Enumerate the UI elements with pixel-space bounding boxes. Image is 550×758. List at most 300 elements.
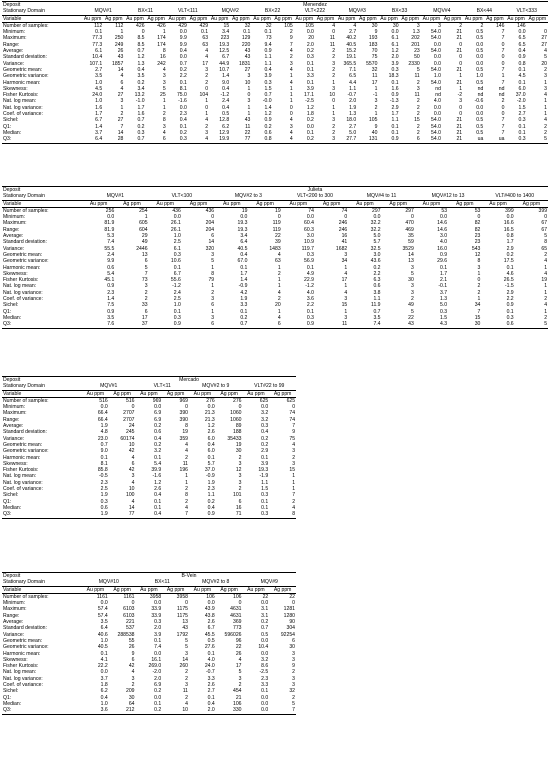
table-cell: 6 — [238, 498, 242, 505]
table-cell: 3 — [344, 296, 348, 303]
row-label: Range: — [3, 41, 20, 48]
table-cell: 75 — [371, 54, 378, 61]
table-cell: 35 — [408, 233, 414, 240]
table-cell: 0.0 — [433, 104, 441, 111]
table-block-julieta — [2, 186, 548, 329]
domain-header: MQV#3 — [336, 8, 378, 15]
table-cell: 19.3 — [219, 41, 230, 48]
table-cell: 2.0 — [349, 98, 357, 105]
table-cell: 0.3 — [261, 492, 269, 499]
table-cell: 24 — [128, 423, 135, 430]
table-cell: 4.8 — [100, 429, 108, 436]
table-cell: 63 — [202, 35, 209, 42]
row-label: Coef. of variance: — [3, 111, 43, 118]
table-cell: 20 — [541, 60, 547, 67]
table-cell: 3.9 — [261, 460, 269, 467]
table-cell: 4.5 — [95, 85, 103, 92]
unit-header: Ag ppm — [315, 200, 348, 207]
table-cell: 59 — [408, 239, 414, 246]
table-cell: 2.7 — [207, 688, 215, 695]
variable-row — [2, 390, 296, 397]
table-cell: 9.9 — [179, 35, 187, 42]
table-cell: 23.0 — [97, 435, 108, 442]
table-cell: 6.1 — [391, 41, 399, 48]
table-cell: 16 — [160, 54, 166, 61]
table-cell: 3 — [120, 98, 124, 105]
table-cell: 0.9 — [440, 251, 448, 258]
table-cell: 0.1 — [173, 264, 181, 271]
table-cell: 0.3 — [137, 129, 145, 136]
table-cell: 32 — [371, 66, 378, 73]
table-cell: 30 — [128, 694, 135, 701]
table-cell: 9.0 — [222, 79, 230, 86]
table-cell: 67 — [541, 220, 548, 227]
table-cell: 146 — [495, 22, 505, 29]
table-cell: 2.5 — [100, 486, 108, 493]
table-cell: 3 — [238, 479, 242, 486]
table-cell: 0 — [477, 277, 481, 284]
table-cell: 4 — [289, 48, 293, 55]
table-cell: 1.1 — [264, 54, 272, 61]
table-cell: 129 — [241, 35, 251, 42]
domain-header: MQV#9 — [243, 579, 297, 586]
table-cell: 3.5 — [95, 73, 103, 80]
table-row — [2, 321, 548, 328]
domain-header: BX<22 — [251, 8, 293, 15]
table-cell: 2.7 — [349, 123, 357, 130]
table-cell: 0.1 — [261, 454, 269, 461]
domain-header: BX<11 — [124, 8, 166, 15]
table-cell: 67 — [541, 226, 548, 233]
table-cell: 1.0 — [433, 73, 441, 80]
row-label: Sichel: — [3, 117, 19, 124]
table-cell: 0.0 — [433, 41, 441, 48]
deposit-title: Menendez — [82, 2, 548, 9]
row-label: Standard deviation: — [3, 625, 47, 632]
table-cell: 330 — [216, 707, 243, 714]
table-cell: 0.1 — [306, 264, 314, 271]
table-cell: 7 — [144, 270, 148, 277]
table-cell: 77 — [109, 511, 136, 518]
table-cell: 1.2 — [154, 479, 162, 486]
table-cell: -2.0 — [152, 669, 162, 676]
table-cell: 7 — [289, 41, 293, 48]
table-cell: 43 — [244, 117, 251, 124]
variable-row — [2, 200, 548, 207]
table-cell: 3.4 — [137, 85, 145, 92]
table-cell: 43 — [382, 321, 415, 328]
table-cell: 0.0 — [154, 600, 162, 607]
table-cell: 5 — [544, 54, 547, 61]
unit-header: Au ppm — [295, 15, 314, 22]
table-cell: 3.9 — [306, 85, 314, 92]
table-cell: 0.1 — [173, 308, 181, 315]
table-cell: 11 — [182, 460, 188, 467]
table-cell: 0.3 — [264, 79, 272, 86]
table-cell: 201 — [411, 41, 420, 48]
table-cell: 3.4 — [240, 233, 248, 240]
table-cell: 0.0 — [433, 54, 441, 61]
table-cell: 21.3 — [204, 416, 215, 423]
table-cell: 0.2 — [261, 619, 269, 626]
unit-header: Au ppm — [210, 15, 229, 22]
table-cell — [527, 22, 548, 29]
table-cell: 6 — [400, 136, 421, 143]
table-cell: 1.0 — [476, 73, 484, 80]
table-cell: 221 — [126, 619, 135, 626]
table-cell: 3.7 — [100, 675, 108, 682]
table-cell: 8.1 — [179, 85, 187, 92]
table-cell: 2 — [544, 314, 548, 321]
table-cell: 54.0 — [431, 66, 441, 73]
table-cell: 0 — [544, 29, 547, 36]
table-cell: 0 — [277, 214, 281, 221]
table-cell: 4 — [277, 251, 281, 258]
table-cell: 3 — [332, 117, 336, 124]
table-cell: 2707 — [123, 410, 135, 417]
row-label: Geometric variance: — [3, 644, 49, 651]
table-cell: 16.0 — [437, 245, 448, 252]
table-cell: 297 — [405, 207, 414, 214]
table-cell: 27 — [244, 66, 251, 73]
table-cell: 77.3 — [92, 41, 103, 48]
table-cell: 6.1 — [95, 48, 103, 55]
table-cell: 60.4 — [304, 220, 314, 227]
table-cell: 34 — [341, 258, 348, 265]
table-cell: 6.7 — [207, 625, 215, 632]
table-cell: 1.9 — [349, 104, 357, 111]
table-cell: 11 — [329, 41, 336, 48]
table-cell: 7 — [501, 117, 505, 124]
table-cell: 71 — [216, 511, 243, 518]
table-cell: 0 — [185, 600, 188, 607]
table-cell: 0 — [131, 600, 135, 607]
table-cell: 49 — [408, 302, 414, 309]
domain-header: MQV#4 to 11 — [348, 193, 415, 200]
table-cell: 1.6 — [391, 85, 399, 92]
table-cell: 2 — [410, 296, 414, 303]
row-label: Coef. of variance: — [3, 682, 43, 689]
table-cell: 3 — [185, 682, 188, 689]
table-cell: 81.9 — [104, 220, 115, 227]
table-cell: 1 — [332, 79, 336, 86]
row-label: Average: — [3, 48, 24, 55]
table-cell: 8 — [269, 511, 296, 518]
table-cell: 74 — [341, 207, 348, 214]
table-cell: 1 — [459, 73, 463, 80]
table-cell: 7.1 — [349, 66, 357, 73]
table-cell: 2.2 — [306, 302, 314, 309]
table-cell: 1.1 — [261, 479, 269, 486]
deposit-row — [2, 573, 296, 580]
table-cell: 21 — [456, 79, 463, 86]
table-cell: 1 — [344, 283, 348, 290]
table-cell: 104 — [199, 92, 209, 99]
variable-label: Variable — [2, 15, 82, 22]
table-cell: 9.9 — [107, 258, 115, 265]
table-cell: 14 — [128, 504, 135, 511]
row-label: Harmonic mean: — [3, 79, 41, 86]
table-cell: 469 — [405, 226, 414, 233]
table-cell: 17 — [235, 663, 242, 670]
row-label: Maximum: — [3, 606, 27, 613]
row-label: Q1: — [3, 123, 12, 130]
table-cell: 436 — [172, 207, 181, 214]
variable-label: Variable — [2, 586, 82, 593]
table-cell: 57.4 — [97, 606, 108, 613]
stats-table-mercedo — [2, 376, 296, 519]
unit-header: Ag ppm — [486, 15, 504, 22]
table-cell: 537 — [126, 625, 135, 632]
table-cell: 276 — [233, 397, 242, 404]
table-cell: 26.1 — [170, 220, 181, 227]
table-cell: 1.8 — [100, 682, 108, 689]
table-cell: 0.1 — [179, 79, 187, 86]
table-cell: 5 — [162, 85, 166, 92]
row-label: Minimum: — [3, 600, 26, 607]
table-cell: 7.4 — [348, 321, 381, 328]
unit-header: Ag ppm — [269, 390, 296, 397]
table-cell: 0.5 — [476, 129, 484, 136]
unit-header: Au ppm — [168, 15, 187, 22]
table-block-menendez — [2, 1, 548, 144]
table-cell: 1 — [162, 98, 166, 105]
table-cell: 2 — [185, 498, 188, 505]
table-cell: 4 — [185, 504, 188, 511]
domain-header: VLT<111 — [167, 8, 209, 15]
table-cell: 5 — [544, 233, 548, 240]
table-cell: 0.9 — [282, 321, 315, 328]
table-cell: 1175 — [177, 606, 188, 613]
table-cell: 73 — [265, 35, 272, 42]
table-cell: 3 — [410, 264, 414, 271]
table-cell: -1.0 — [135, 98, 145, 105]
table-cell: -1.5 — [504, 283, 514, 290]
table-cell: 0 — [501, 104, 505, 111]
table-cell: 1060 — [230, 416, 242, 423]
unit-header: Ag ppm — [182, 200, 215, 207]
table-cell: 3 — [344, 251, 348, 258]
table-cell: 22 — [262, 593, 269, 600]
table-cell: 4.3 — [415, 321, 448, 328]
table-cell: 53 — [474, 207, 481, 214]
table-cell: 3.5 — [100, 619, 108, 626]
table-cell: 2.9 — [391, 104, 399, 111]
row-label: Standard deviation: — [3, 239, 47, 246]
table-cell: 0.0 — [100, 600, 108, 607]
table-cell: 67.0 — [237, 258, 248, 265]
table-cell: 1.0 — [100, 700, 108, 707]
table-row — [2, 593, 296, 600]
table-cell: 6.0 — [207, 435, 215, 442]
table-cell: 1 — [374, 85, 378, 92]
table-cell: 105 — [284, 22, 293, 29]
table-cell: 2 — [185, 694, 188, 701]
table-cell: 10 — [244, 79, 251, 86]
table-cell: 0 — [205, 104, 209, 111]
table-cell: 1 — [247, 111, 251, 118]
table-cell: 13 — [182, 619, 188, 626]
table-cell: 12 — [474, 251, 481, 258]
table-cell: 1 — [205, 111, 209, 118]
table-cell: 1 — [544, 308, 548, 315]
table-cell: 0.2 — [207, 498, 215, 505]
table-cell: 4 — [344, 289, 348, 296]
stats-table-bvein — [2, 572, 296, 715]
deposit-row — [2, 2, 548, 9]
table-cell: 7 — [501, 48, 505, 55]
table-cell: 2 — [238, 454, 242, 461]
table-cell: 0.0 — [179, 54, 187, 61]
table-cell: 54.0 — [431, 123, 441, 130]
table-cell: 0.0 — [476, 104, 484, 111]
table-cell: 0 — [501, 60, 505, 67]
table-cell: 0.1 — [391, 123, 399, 130]
table-cell: 2 — [289, 54, 293, 61]
table-cell: 2.4 — [222, 98, 230, 105]
table-cell: 0.0 — [476, 41, 484, 48]
table-cell: 276 — [206, 397, 215, 404]
table-cell: 1.9 — [240, 296, 248, 303]
table-cell: 0.0 — [476, 111, 484, 118]
table-cell: 28 — [103, 136, 124, 143]
unit-header: Ag ppm — [216, 390, 243, 397]
row-label: Number of samples: — [3, 593, 49, 600]
table-cell: 0.0 — [173, 214, 181, 221]
table-cell: 5.3 — [107, 233, 115, 240]
table-cell: 19.3 — [237, 220, 248, 227]
row-label: Average: — [3, 619, 24, 626]
table-cell: 3 — [289, 123, 293, 130]
table-cell: 3 — [292, 682, 296, 689]
table-cell: 66.4 — [97, 410, 108, 417]
table-cell: 1.7 — [440, 270, 448, 277]
table-cell: 0.0 — [518, 29, 526, 36]
table-cell: 2.2 — [506, 296, 514, 303]
row-label: Fisher Kurtosis: — [3, 467, 39, 474]
table-cell: 14 — [208, 239, 215, 246]
table-cell: 1.5 — [264, 85, 272, 92]
table-cell: 3.2 — [261, 410, 269, 417]
table-cell: 65 — [541, 245, 548, 252]
row-label: Harmonic mean: — [3, 454, 41, 461]
table-cell: 3 — [238, 460, 242, 467]
table-cell: 0.8 — [506, 233, 514, 240]
table-block-bvein — [2, 572, 296, 715]
table-cell: 1 — [292, 473, 296, 480]
table-cell: 6 — [211, 233, 215, 240]
table-cell: 131 — [357, 136, 378, 143]
table-cell: 2330 — [408, 60, 420, 67]
table-cell: 0.1 — [518, 123, 526, 130]
table-cell: 6103 — [123, 606, 135, 613]
table-cell: 18.0 — [346, 117, 357, 124]
table-cell: 0.3 — [243, 511, 270, 518]
table-cell: 0.4 — [100, 694, 108, 701]
table-cell: 1.4 — [264, 104, 272, 111]
row-label: Range: — [3, 226, 20, 233]
table-cell: 8.1 — [100, 460, 108, 467]
table-cell: 7 — [501, 66, 505, 73]
table-cell: 3 — [292, 656, 296, 663]
unit-header: Ag ppm — [382, 200, 415, 207]
table-cell: 0.0 — [476, 60, 484, 67]
table-cell: 2 — [238, 486, 242, 493]
table-cell: 0.1 — [261, 688, 269, 695]
table-cell: 0.9 — [107, 283, 115, 290]
table-cell: 969 — [179, 397, 188, 404]
table-cell: 16 — [341, 233, 348, 240]
table-cell: 0.0 — [306, 214, 314, 221]
table-cell: 54.0 — [431, 29, 441, 36]
table-cell: 0.9 — [264, 48, 272, 55]
table-cell: 8 — [185, 423, 188, 430]
table-cell: 0.5 — [476, 79, 484, 86]
table-cell: 106 — [206, 593, 215, 600]
row-label: Median: — [3, 504, 22, 511]
table-cell: 37 — [115, 321, 148, 328]
table-cell: 6.9 — [154, 410, 162, 417]
table-cell: 0.5 — [476, 123, 484, 130]
table-cell: 42 — [128, 448, 135, 455]
table-cell: 4 — [332, 22, 336, 29]
table-cell: 1.7 — [506, 239, 514, 246]
table-cell: 21 — [456, 48, 463, 55]
table-cell: 0.1 — [100, 650, 108, 657]
table-cell: 0.0 — [391, 29, 399, 36]
table-cell: 1.2 — [306, 104, 314, 111]
table-cell: 9 — [374, 29, 378, 36]
table-cell: 6.4 — [240, 239, 248, 246]
table-cell: 3 — [162, 73, 166, 80]
table-cell: 204 — [205, 220, 215, 227]
table-cell: 2 — [477, 289, 481, 296]
row-label: Coef. of variance: — [3, 296, 43, 303]
unit-header: Au ppm — [422, 15, 441, 22]
table-cell: 1.3 — [137, 60, 145, 67]
table-cell: 112 — [94, 22, 103, 29]
table-cell: 220 — [241, 41, 251, 48]
table-cell: 22.9 — [304, 277, 314, 284]
unit-header: Ag ppm — [443, 15, 462, 22]
table-row — [2, 136, 548, 143]
table-cell: 0.4 — [154, 492, 162, 499]
table-cell: 1 — [289, 98, 293, 105]
row-label: Geometric mean: — [3, 441, 43, 448]
table-cell: 1.3 — [440, 296, 448, 303]
table-cell: 0 — [289, 111, 293, 118]
table-cell: 17.5 — [503, 258, 514, 265]
table-cell: 0.1 — [518, 79, 526, 86]
table-cell: 204 — [205, 226, 215, 233]
table-cell: 6.4 — [100, 625, 108, 632]
row-label: Maximum: — [3, 35, 27, 42]
unit-header: Au ppm — [82, 390, 109, 397]
table-cell: 64 — [128, 700, 135, 707]
table-cell: 27 — [541, 35, 547, 42]
table-cell: 0 — [459, 60, 463, 67]
table-cell: 1 — [277, 277, 281, 284]
row-label: Geometric mean: — [3, 251, 43, 258]
table-cell: 0.5 — [476, 29, 484, 36]
table-cell: 436 — [205, 207, 215, 214]
table-cell: 390 — [179, 410, 188, 417]
table-cell: 0.7 — [215, 321, 248, 328]
unit-header: Au ppm — [337, 15, 356, 22]
table-cell: 20 — [275, 302, 281, 309]
table-cell: 426 — [157, 22, 166, 29]
table-cell: 106 — [233, 700, 242, 707]
